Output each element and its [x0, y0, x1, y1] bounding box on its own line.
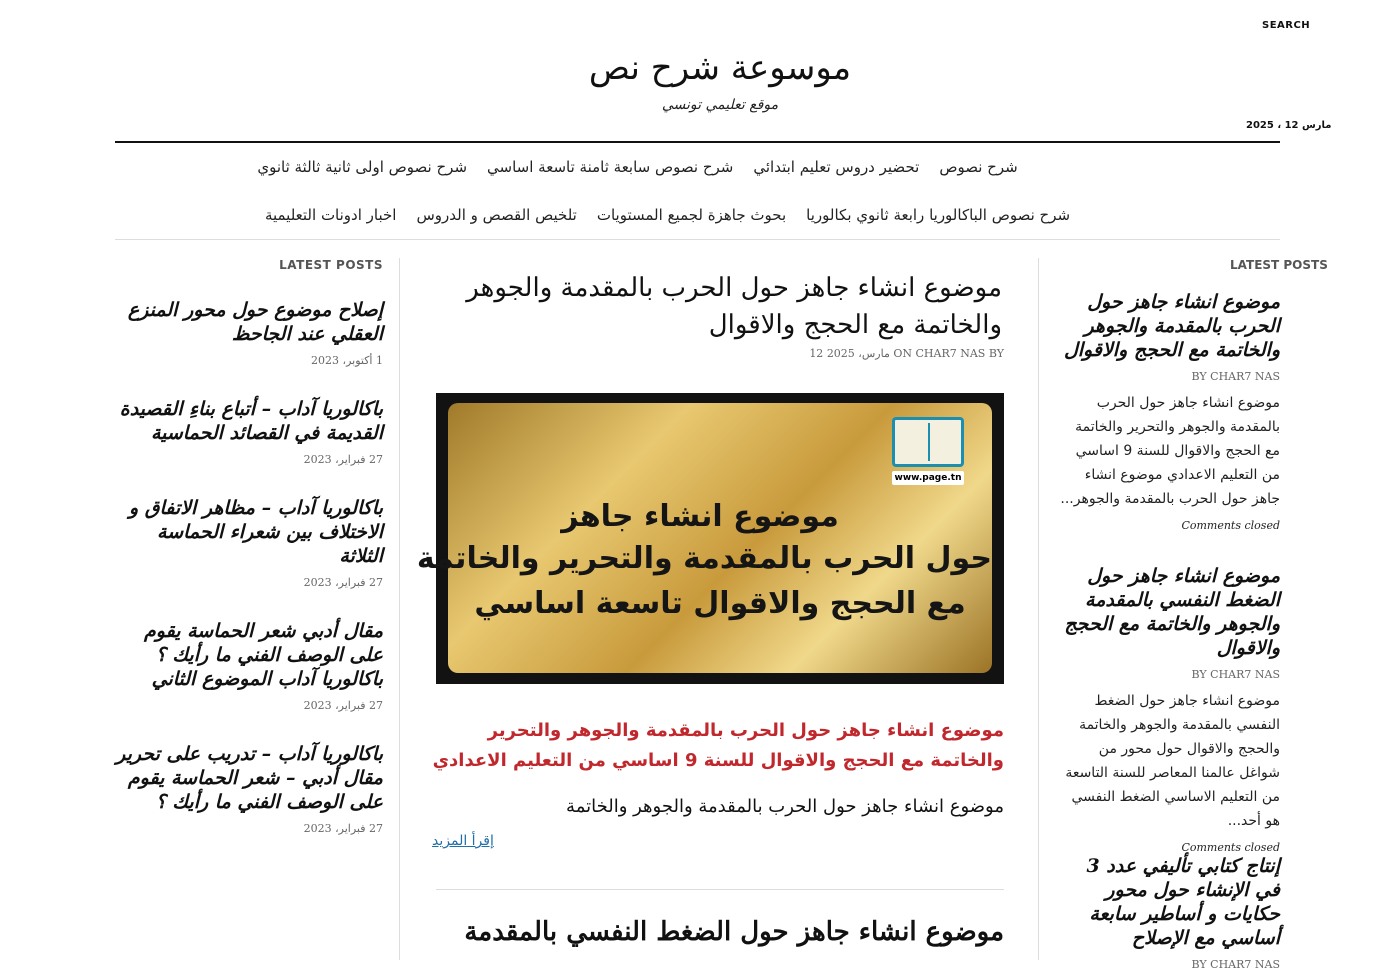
book-logo	[892, 417, 964, 493]
nav-item-research-papers[interactable]: بحوث جاهزة لجميع المستويات	[596, 206, 787, 224]
header-date: 2025 ، مارس 12	[1246, 120, 1332, 131]
post-meta	[432, 347, 1004, 360]
post-excerpt: موضوع انشاء جاهز حول الحرب بالمقدمة والجوهر والخاتمة	[566, 796, 1004, 817]
header-divider	[115, 141, 1280, 143]
nav-divider	[115, 239, 1280, 240]
post-divider	[436, 889, 1004, 890]
nav-item-primary-lessons[interactable]: تحضير دروس تعليم ابتدائي	[753, 158, 920, 176]
post-meta-by: BY	[988, 347, 1004, 360]
comments-status: Comments closed	[1181, 841, 1280, 854]
list-item	[115, 397, 383, 466]
nav-item-summaries[interactable]: تلخيص القصص و الدروس	[416, 206, 577, 224]
featured-image-line-3: مع الحجج والاقوال تاسعة اساسي	[474, 586, 966, 621]
main-nav-row-2	[115, 206, 1280, 224]
side-post-title[interactable]: موضوع انشاء جاهز حول الحرب بالمقدمة والجوهر والخاتمة مع الحجج والاقوال	[1063, 291, 1280, 361]
featured-image-line-1: موضوع انشاء جاهز	[561, 499, 839, 534]
featured-image-line-2: حول الحرب بالمقدمة والتحرير والخاتمة	[416, 541, 992, 576]
side-post-title[interactable]: موضوع انشاء جاهز حول الضغط النفسي بالمقدمة والجوهر والخاتمة مع الحجج والاقوال	[1064, 565, 1280, 659]
side-post-title[interactable]: باكالوريا آداب – أتباع بناءِ القصيدة القديمة في القصائد الحماسية	[119, 398, 383, 444]
post-author-link[interactable]: CHAR7 NAS	[915, 347, 986, 360]
comments-status: Comments closed	[1181, 519, 1280, 532]
nav-item-secondary-texts[interactable]: شرح نصوص اولى ثانية ثالثة ثانوي	[257, 158, 468, 176]
list-item	[1058, 854, 1378, 971]
site-title[interactable]: موسوعة شرح نص	[588, 48, 852, 88]
post-title[interactable]: موضوع انشاء جاهز حول الحرب بالمقدمة والجوهر والخاتمة مع الحجج والاقوال	[466, 273, 1002, 340]
side-post-date: 27 فبراير، 2023	[303, 699, 383, 712]
left-sidebar	[115, 258, 383, 865]
nav-item-news[interactable]: اخبار ادونات التعليمية	[264, 206, 397, 224]
side-post-author[interactable]: BY CHAR7 NAS	[1191, 370, 1280, 383]
open-book-icon	[892, 417, 964, 467]
side-post-author[interactable]: BY CHAR7 NAS	[1191, 668, 1280, 681]
side-post-author[interactable]: BY CHAR7 NAS	[1191, 958, 1280, 971]
featured-image-url: www.page.tn	[892, 471, 964, 485]
list-item	[115, 298, 383, 367]
side-post-title[interactable]: إنتاج كتابي تأليفي عدد 3 في الإنشاء حول محور حكايات و أساطير سابعة أساسي مع الإصلاح	[1086, 855, 1280, 949]
nav-item-basic-grades-texts[interactable]: شرح نصوص سابعة ثامنة تاسعة اساسي	[487, 158, 734, 176]
post-lead: موضوع انشاء جاهز حول الحرب بالمقدمة والجوهر والتحرير والخاتمة مع الحجج والاقوال للسنة 9 اساسي من التعليم الاعدادي	[432, 720, 1004, 771]
column-divider-left	[399, 258, 400, 960]
post-meta-on: ON	[893, 347, 912, 360]
featured-image[interactable]	[416, 393, 1004, 684]
list-item	[115, 742, 383, 835]
side-post-date: 1 أكتوبر، 2023	[311, 354, 383, 367]
main-content	[416, 270, 1004, 951]
right-widget-title: LATEST POSTS	[1230, 258, 1328, 272]
main-nav-row-1	[115, 158, 1280, 176]
search-link[interactable]: SEARCH	[1262, 20, 1311, 31]
post-date: 12 مارس، 2025	[809, 347, 890, 360]
list-item	[1058, 290, 1378, 532]
side-post-title[interactable]: إصلاح موضوع حول محور المنزع العقلي عند الجاحظ	[127, 299, 383, 345]
list-item	[115, 619, 383, 712]
side-post-date: 27 فبراير، 2023	[303, 576, 383, 589]
side-post-title[interactable]: باكالوريا آداب – مظاهر الاتفاق و الاختلاف بين شعراء الحماسة الثلاثة	[128, 497, 383, 567]
side-post-excerpt: موضوع انشاء جاهز حول الضغط النفسي بالمقدمة والجوهر والخاتمة والحجج والاقوال حول محور من شواغل عالمنا المعاصر للسنة التاسعة من التعليم الاساسي الضغط النفسي هو أحد...	[1065, 693, 1280, 829]
left-widget-title: LATEST POSTS	[279, 258, 383, 272]
featured-image-card	[416, 403, 992, 673]
side-post-excerpt: موضوع انشاء جاهز حول الحرب بالمقدمة والجوهر والتحرير والخاتمة مع الحجج والاقوال للسنة 9 اساسي من التعليم الاعدادي موضوع انشاء جاهز حول الحرب بالمقدمة والجوهر...	[1060, 395, 1280, 507]
site-tagline: موقع تعليمي تونسي	[661, 97, 779, 113]
nav-item-baccalaureate-texts[interactable]: شرح نصوص الباكالوريا رابعة ثانوي بكالوريا	[806, 206, 1071, 224]
side-post-date: 27 فبراير، 2023	[303, 822, 383, 835]
side-post-date: 27 فبراير، 2023	[303, 453, 383, 466]
side-post-title[interactable]: باكالوريا آداب – تدريب على تحرير مقال أدبي – شعر الحماسة يقوم على الوصف الفني ما رأيك ؟	[116, 743, 383, 813]
list-item	[1058, 564, 1378, 854]
nav-item-text-explanations[interactable]: شرح نصوص	[939, 158, 1018, 176]
side-post-title[interactable]: مقال أدبي شعر الحماسة يقوم على الوصف الفني ما رأيك ؟ باكالوريا آداب الموضوع الثاني	[144, 620, 383, 690]
column-divider-right	[1038, 258, 1039, 960]
read-more-link[interactable]: إقرأ المزيد	[432, 833, 494, 849]
list-item	[115, 496, 383, 589]
post-title[interactable]: موضوع انشاء جاهز حول الضغط النفسي بالمقدمة	[464, 917, 1004, 947]
